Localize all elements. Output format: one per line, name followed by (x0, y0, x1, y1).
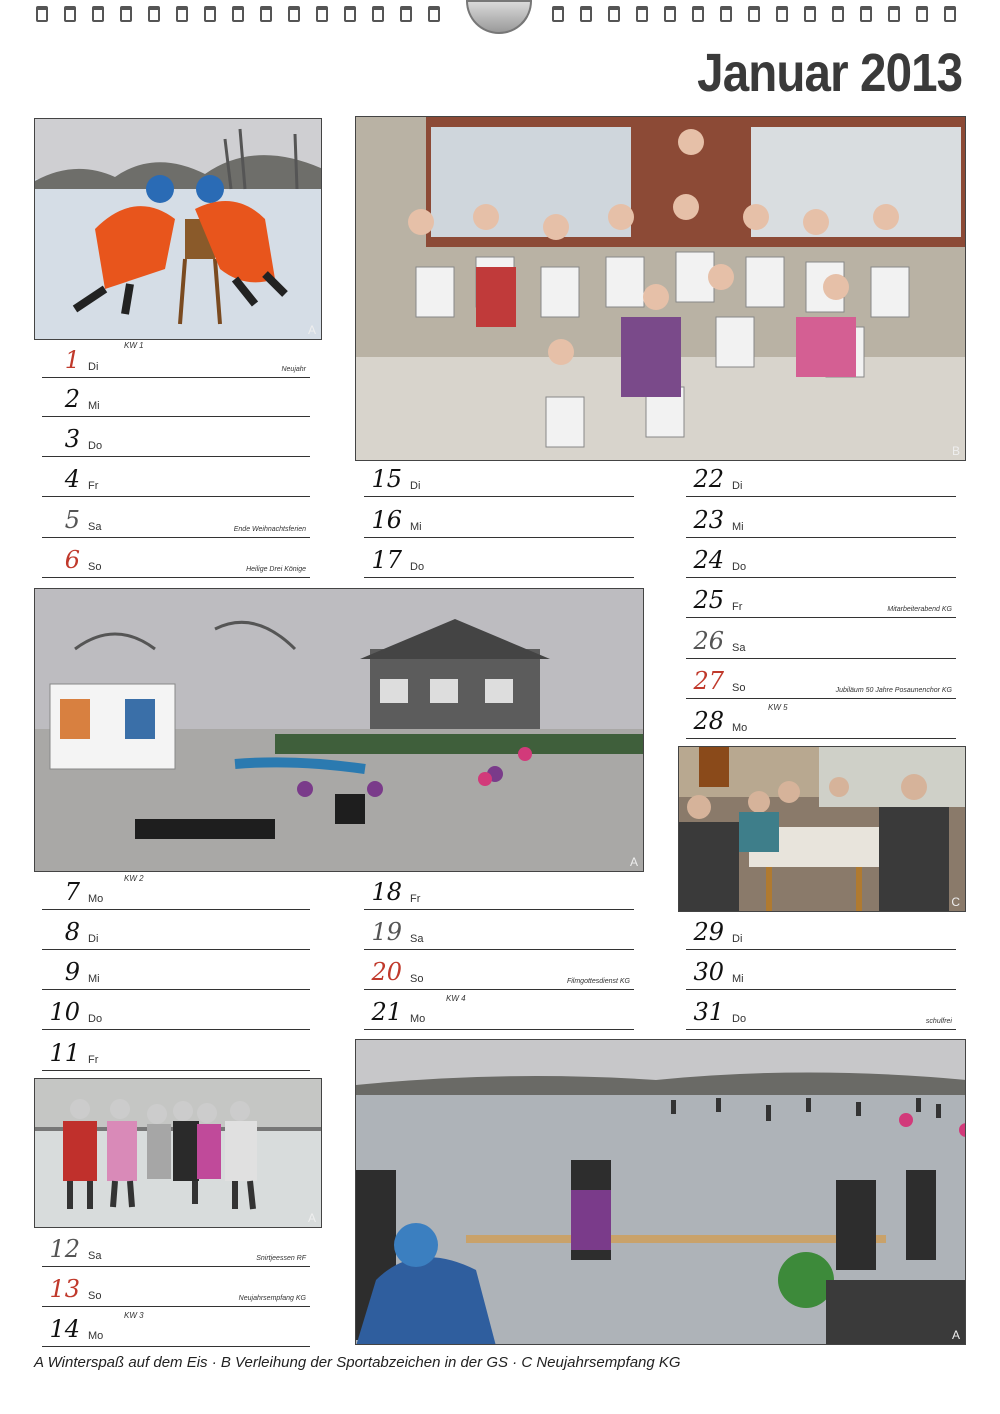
binding-ring (804, 6, 816, 22)
binding-ring (36, 6, 48, 22)
day-note: Snirtjeessen RF (256, 1255, 306, 1262)
day-row-26 (686, 621, 956, 659)
day-note: Filmgottesdienst KG (566, 978, 630, 985)
binding-ring (148, 6, 160, 22)
day-number: 26 (693, 627, 724, 655)
photo-caption: A Winterspaß auf dem Eis · B Verleihung der Sportabzeichen in der GS · C Neujahrsempfang KG (34, 1354, 681, 1371)
day-number: 22 (693, 465, 724, 493)
day-number: 25 (693, 586, 724, 614)
day-note: Neujahr (281, 366, 306, 373)
binding-ring (916, 6, 928, 22)
day-row-16 (364, 500, 634, 538)
day-number: 12 (49, 1235, 80, 1263)
spiral-binding (0, 0, 1000, 30)
binding-ring (720, 6, 732, 22)
binding-ring (664, 6, 676, 22)
binding-ring (372, 6, 384, 22)
day-number: 11 (49, 1039, 80, 1067)
binding-ring (64, 6, 76, 22)
weekday-label: Mo (410, 1013, 426, 1025)
day-row-13 (42, 1269, 310, 1307)
weekday-label: Di (732, 933, 743, 945)
photo-label: A (307, 1211, 316, 1225)
day-note: Neujahrsempfang KG (238, 1295, 306, 1302)
binding-ring (428, 6, 440, 22)
day-number: 5 (64, 506, 80, 534)
day-row-27 (686, 661, 956, 699)
weekday-label: Fr (410, 893, 421, 905)
weekday-label: Do (410, 561, 425, 573)
weekday-label: Sa (410, 933, 424, 945)
weekday-label: Do (88, 440, 103, 452)
weekday-label: Mi (732, 973, 744, 985)
binding-ring (692, 6, 704, 22)
day-number: 7 (64, 878, 80, 906)
day-number: 20 (371, 958, 402, 986)
binding-ring (176, 6, 188, 22)
day-number: 8 (64, 918, 80, 946)
day-row-25 (686, 580, 956, 618)
photo-neujahrsempfang (678, 746, 966, 912)
weekday-label: Do (732, 561, 747, 573)
binding-ring (232, 6, 244, 22)
day-number: 9 (64, 958, 80, 986)
day-row-29 (686, 912, 956, 950)
weekday-label: Mo (88, 893, 104, 905)
binding-ring (552, 6, 564, 22)
day-number: 31 (693, 998, 724, 1026)
week-label: KW 1 (124, 341, 144, 350)
binding-ring (204, 6, 216, 22)
day-note: Heilige Drei Könige (246, 566, 306, 573)
day-row-5 (42, 500, 310, 538)
binding-ring (400, 6, 412, 22)
binding-ring (92, 6, 104, 22)
weekday-label: Sa (88, 1250, 102, 1262)
day-note: Mitarbeiterabend KG (887, 606, 952, 613)
day-number: 6 (64, 546, 80, 574)
binding-ring (748, 6, 760, 22)
photo-label: B (951, 444, 960, 458)
day-number: 14 (49, 1315, 80, 1343)
binding-ring (832, 6, 844, 22)
day-number: 28 (693, 707, 724, 735)
day-number: 4 (64, 465, 80, 493)
weekday-label: So (88, 561, 102, 573)
weekday-label: So (732, 682, 746, 694)
weekday-label: Sa (88, 521, 102, 533)
day-number: 2 (64, 385, 80, 413)
photo-children-on-ice (34, 1078, 322, 1228)
weekday-label: Fr (732, 601, 743, 613)
day-row-18 (364, 872, 634, 910)
binding-ring (120, 6, 132, 22)
day-row-7 (42, 872, 310, 910)
binding-ring (260, 6, 272, 22)
photo-label: A (629, 855, 638, 869)
day-number: 3 (64, 425, 80, 453)
photo-label: A (307, 323, 316, 337)
photo-ice-field-skaters (355, 1039, 966, 1345)
day-number: 27 (693, 667, 724, 695)
day-row-17 (364, 540, 634, 578)
day-note: Jubiläum 50 Jahre Posaunenchor KG (835, 687, 952, 694)
binding-ring (776, 6, 788, 22)
day-row-14 (42, 1309, 310, 1347)
binding-ring (608, 6, 620, 22)
day-row-10 (42, 992, 310, 1030)
weekday-label: Mi (410, 521, 422, 533)
weekday-label: So (410, 973, 424, 985)
binding-ring (288, 6, 300, 22)
photo-ice-skating-chair (34, 118, 322, 340)
day-number: 24 (693, 546, 724, 574)
weekday-label: So (88, 1290, 102, 1302)
day-number: 1 (64, 346, 80, 374)
photo-label: A (951, 1328, 960, 1342)
weekday-label: Do (88, 1013, 103, 1025)
weekday-label: Di (88, 361, 99, 373)
weekday-label: Di (410, 480, 421, 492)
day-number: 23 (693, 506, 724, 534)
day-row-2 (42, 379, 310, 417)
photo-sportabzeichen-class (355, 116, 966, 461)
weekday-label: Mi (88, 973, 100, 985)
weekday-label: Do (732, 1013, 747, 1025)
weekday-label: Sa (732, 642, 746, 654)
day-number: 19 (371, 918, 402, 946)
day-row-1 (42, 340, 310, 378)
day-number: 13 (49, 1275, 80, 1303)
day-note: Ende Weihnachtsferien (233, 526, 306, 533)
day-number: 30 (693, 958, 724, 986)
weekday-label: Mo (732, 722, 748, 734)
day-row-22 (686, 459, 956, 497)
day-number: 21 (371, 998, 402, 1026)
day-number: 16 (371, 506, 402, 534)
day-number: 18 (371, 878, 402, 906)
hanger-icon (466, 0, 532, 34)
weekday-label: Di (88, 933, 99, 945)
photo-label: C (951, 895, 960, 909)
day-row-31 (686, 992, 956, 1030)
weekday-label: Mi (732, 521, 744, 533)
weekday-label: Di (732, 480, 743, 492)
day-row-3 (42, 419, 310, 457)
day-number: 17 (371, 546, 402, 574)
binding-ring (636, 6, 648, 22)
day-row-20 (364, 952, 634, 990)
binding-ring (316, 6, 328, 22)
day-row-24 (686, 540, 956, 578)
week-label: KW 2 (124, 874, 144, 883)
binding-ring (580, 6, 592, 22)
day-row-23 (686, 500, 956, 538)
day-row-28 (686, 701, 956, 739)
day-row-12 (42, 1229, 310, 1267)
day-row-19 (364, 912, 634, 950)
weekday-label: Fr (88, 480, 99, 492)
page-title: Januar 2013 (696, 43, 962, 103)
week-label: KW 4 (446, 994, 466, 1003)
day-number: 15 (371, 465, 402, 493)
day-row-11 (42, 1033, 310, 1071)
binding-ring (888, 6, 900, 22)
day-row-21 (364, 992, 634, 1030)
binding-ring (860, 6, 872, 22)
day-note: schulfrei (925, 1018, 952, 1025)
photo-ice-rink-caravan (34, 588, 644, 872)
binding-ring (344, 6, 356, 22)
day-row-6 (42, 540, 310, 578)
day-row-8 (42, 912, 310, 950)
weekday-label: Fr (88, 1054, 99, 1066)
day-row-4 (42, 459, 310, 497)
day-number: 10 (49, 998, 80, 1026)
week-label: KW 5 (768, 703, 788, 712)
day-row-30 (686, 952, 956, 990)
day-row-15 (364, 459, 634, 497)
weekday-label: Mi (88, 400, 100, 412)
day-number: 29 (693, 918, 724, 946)
binding-ring (944, 6, 956, 22)
day-row-9 (42, 952, 310, 990)
weekday-label: Mo (88, 1330, 104, 1342)
week-label: KW 3 (124, 1311, 144, 1320)
